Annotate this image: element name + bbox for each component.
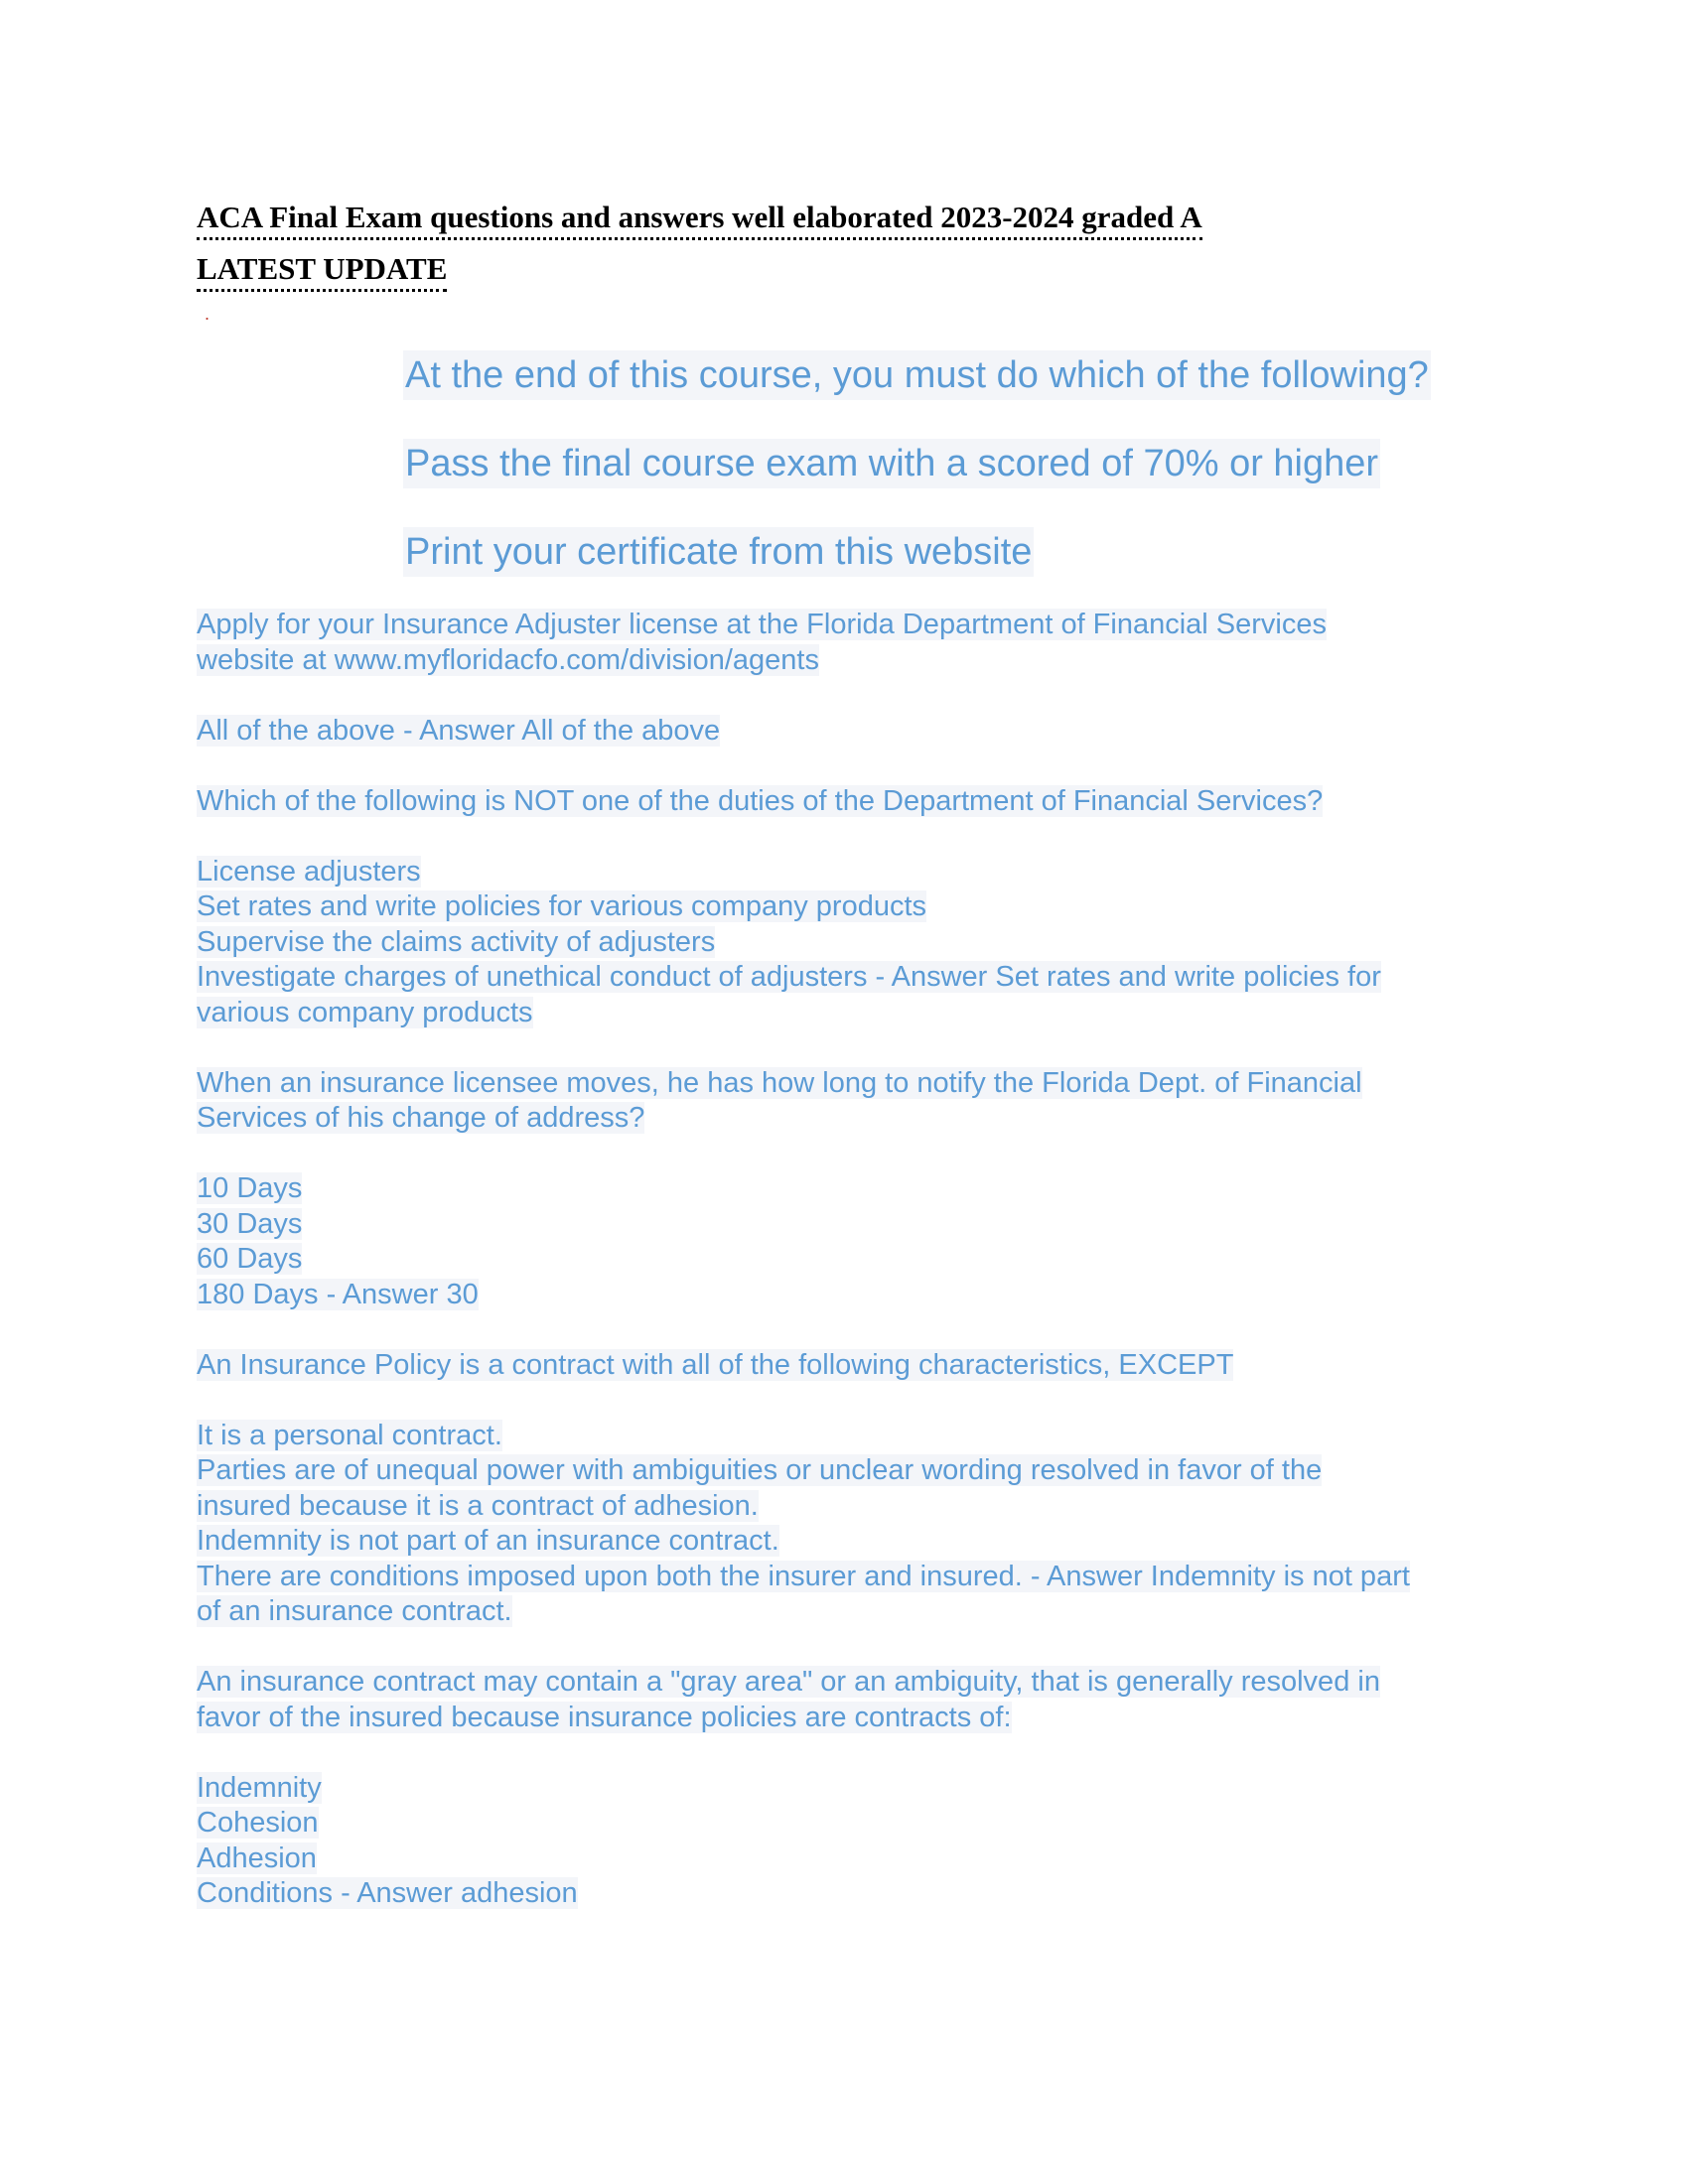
- text-line: Supervise the claims activity of adjusters: [197, 925, 716, 958]
- qa-content: [197, 608, 1487, 1947]
- qa-block-question-3: [197, 1066, 1487, 1137]
- text-line: When an insurance licensee moves, he has how long to notify the Florida Dept. of Financial: [197, 1066, 1362, 1099]
- qa-block-options-3: [197, 1171, 1487, 1312]
- text-line: Services of his change of address?: [197, 1102, 645, 1134]
- intro-question: At the end of this course, you must do which of the following?: [403, 350, 1431, 400]
- red-dot-mark: .: [205, 304, 211, 324]
- qa-block-apply: [197, 608, 1487, 678]
- document-title-line-1: ACA Final Exam questions and answers well elaborated 2023-2024 graded A: [197, 198, 1202, 240]
- text-line: Set rates and write policies for various company products: [197, 890, 927, 922]
- qa-block-answer-1: [197, 714, 1487, 750]
- text-line: website at www.myfloridacfo.com/division/agents: [197, 643, 819, 676]
- text-line: It is a personal contract.: [197, 1419, 502, 1451]
- text-line: An Insurance Policy is a contract with all of the following characteristics, EXCEPT: [197, 1348, 1234, 1381]
- qa-block-question-4: [197, 1348, 1487, 1384]
- text-line: Adhesion: [197, 1842, 317, 1874]
- text-line: insured because it is a contract of adhesion.: [197, 1489, 759, 1522]
- text-line: various company products: [197, 996, 533, 1028]
- text-line: Cohesion: [197, 1807, 319, 1839]
- qa-block-options-4: [197, 1419, 1487, 1630]
- text-line: Investigate charges of unethical conduct of adjusters - Answer Set rates and write policies for: [197, 961, 1381, 993]
- qa-block-options-5: [197, 1771, 1487, 1912]
- text-line: Indemnity: [197, 1771, 322, 1804]
- text-line: There are conditions imposed upon both the insurer and insured. - Answer Indemnity is not part: [197, 1560, 1410, 1592]
- qa-block-question-2: [197, 784, 1487, 820]
- text-line: An insurance contract may contain a "gray area" or an ambiguity, that is generally resolved in: [197, 1666, 1380, 1698]
- intro-option-2: Print your certificate from this website: [403, 527, 1034, 577]
- text-line: License adjusters: [197, 855, 421, 887]
- text-line: favor of the insured because insurance policies are contracts of:: [197, 1701, 1012, 1733]
- text-line: Indemnity is not part of an insurance contract.: [197, 1525, 779, 1557]
- text-line: Parties are of unequal power with ambiguities or unclear wording resolved in favor of the: [197, 1454, 1323, 1486]
- text-line: All of the above - Answer All of the above: [197, 714, 721, 747]
- text-line: of an insurance contract.: [197, 1595, 512, 1627]
- text-line: Conditions - Answer adhesion: [197, 1877, 578, 1909]
- qa-block-options-2: [197, 855, 1487, 1031]
- text-line: Apply for your Insurance Adjuster license at the Florida Department of Financial Services: [197, 609, 1327, 640]
- document-title-line-2: LATEST UPDATE: [197, 249, 447, 292]
- text-line: 180 Days - Answer 30: [197, 1278, 479, 1310]
- intro-option-1: Pass the final course exam with a scored of 70% or higher: [403, 439, 1380, 488]
- text-line: 30 Days: [197, 1207, 303, 1240]
- text-line: 10 Days: [197, 1172, 303, 1204]
- text-line: 60 Days: [197, 1243, 303, 1275]
- qa-block-question-5: [197, 1665, 1487, 1735]
- text-line: Which of the following is NOT one of the duties of the Department of Financial Services?: [197, 784, 1324, 817]
